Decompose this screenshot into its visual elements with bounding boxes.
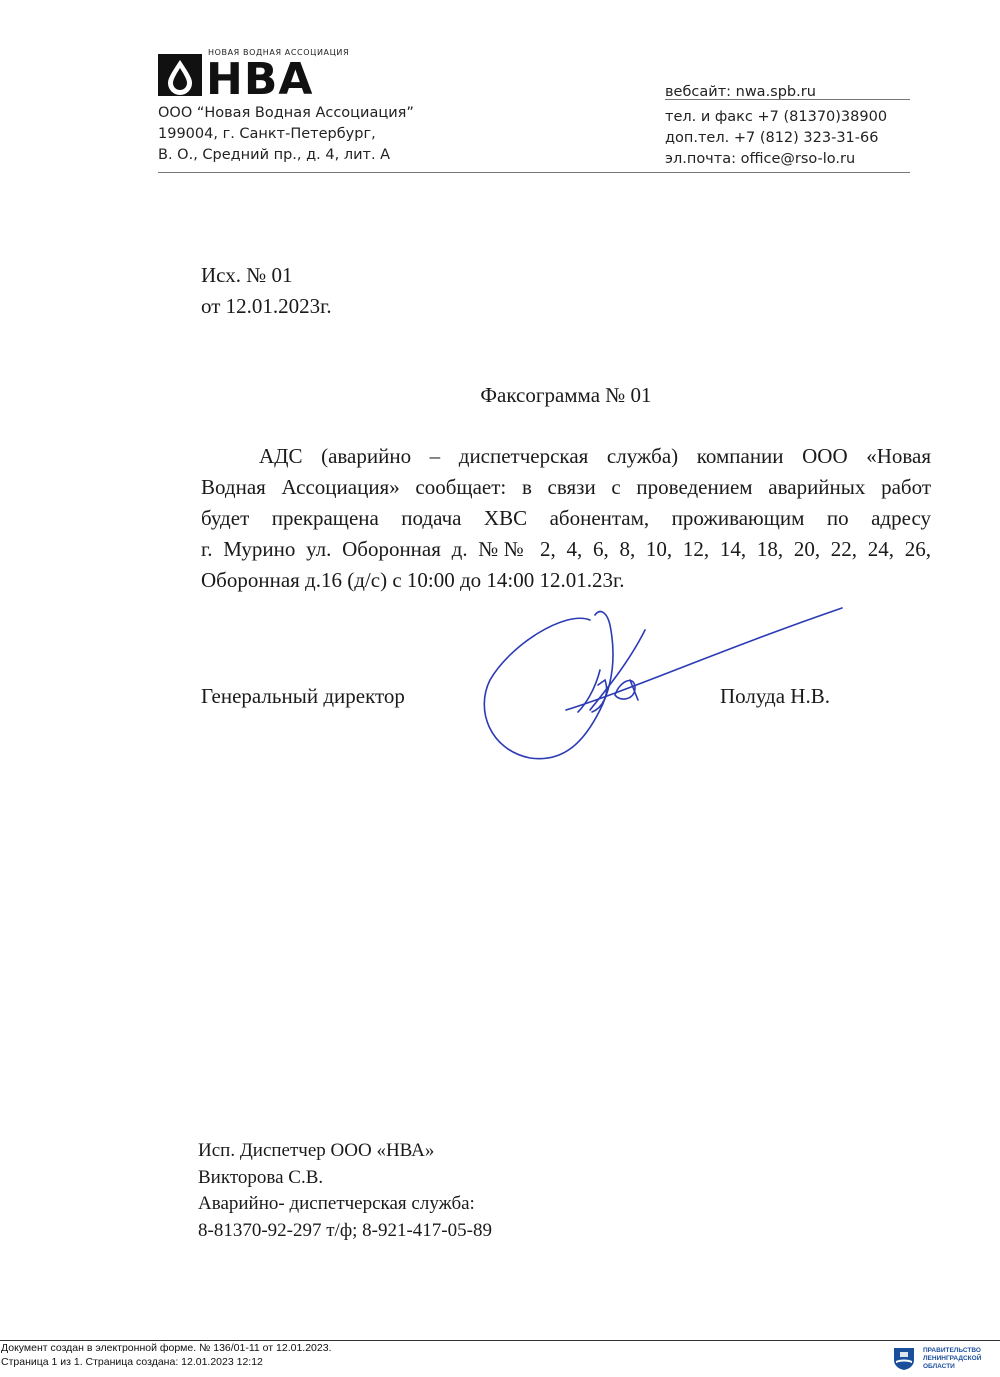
contact-line: тел. и факс +7 (81370)38900 bbox=[665, 109, 888, 125]
footer-line: Страница 1 из 1. Страница создана: 12.01.2023 12:12 bbox=[1, 1355, 263, 1368]
government-logo bbox=[893, 1347, 998, 1373]
contact-line: эл.почта: office@rso-lo.ru bbox=[665, 151, 856, 167]
handwritten-signature bbox=[470, 600, 850, 765]
body-line: АДС (аварийно – диспетчерская служба) компании ООО «Новая bbox=[259, 444, 931, 468]
company-logo bbox=[158, 46, 350, 105]
footer-line: Документ создан в электронной форме. № 136/01-11 от 12.01.2023. bbox=[1, 1342, 332, 1354]
logo-tagline: НОВАЯ ВОДНАЯ АССОЦИАЦИЯ bbox=[208, 48, 350, 57]
body-line: г. Мурино ул. Оборонная д. №№ 2, 4, 6, 8, 10, 12, 14, 18, 20, 22, 24, 26, bbox=[201, 537, 931, 561]
message-body bbox=[201, 441, 931, 596]
org-line: ООО “Новая Водная Ассоциация” bbox=[158, 105, 414, 121]
org-line: 199004, г. Санкт-Петербург, bbox=[158, 126, 376, 142]
executor-line: Викторова С.В. bbox=[198, 1166, 324, 1188]
org-line: В. О., Средний пр., д. 4, лит. А bbox=[158, 147, 391, 163]
footer-divider bbox=[0, 1340, 1000, 1341]
executor-info bbox=[198, 1138, 492, 1244]
executor-line: 8-81370-92-297 т/ф; 8-921-417-05-89 bbox=[198, 1219, 492, 1241]
executor-line: Исп. Диспетчер ООО «НВА» bbox=[198, 1140, 435, 1161]
footer-note bbox=[1, 1342, 331, 1369]
header-divider-short bbox=[665, 99, 910, 100]
header-divider bbox=[158, 172, 910, 173]
outgoing-date: от 12.01.2023г. bbox=[201, 294, 332, 318]
website: вебсайт: nwa.spb.ru bbox=[665, 84, 816, 100]
body-line: Оборонная д.16 (д/с) с 10:00 до 14:00 12.01.23г. bbox=[201, 568, 625, 592]
body-line: Водная Ассоциация» сообщает: в связи с проведением аварийных работ bbox=[201, 475, 931, 499]
logo-text: НВА bbox=[206, 54, 314, 105]
signer-name: Полуда Н.В. bbox=[720, 684, 830, 708]
fax-title: Факсограмма № 01 bbox=[480, 383, 652, 407]
signer-title: Генеральный директор bbox=[201, 684, 405, 708]
gov-label: ПРАВИТЕЛЬСТВО ЛЕНИНГРАДСКОЙ ОБЛАСТИ bbox=[923, 1347, 982, 1370]
contact-line: доп.тел. +7 (812) 323-31-66 bbox=[665, 130, 879, 146]
executor-line: Аварийно- диспетчерская служба: bbox=[198, 1193, 475, 1214]
coat-of-arms-icon bbox=[893, 1347, 915, 1371]
water-drop-logo-icon bbox=[158, 54, 202, 96]
outgoing-number: Исх. № 01 bbox=[201, 263, 293, 287]
outgoing-reference bbox=[201, 260, 332, 322]
body-line: будет прекращена подача ХВС абонентам, проживающим по адресу bbox=[201, 506, 931, 530]
organization-address bbox=[158, 103, 414, 166]
contact-block bbox=[665, 82, 887, 170]
